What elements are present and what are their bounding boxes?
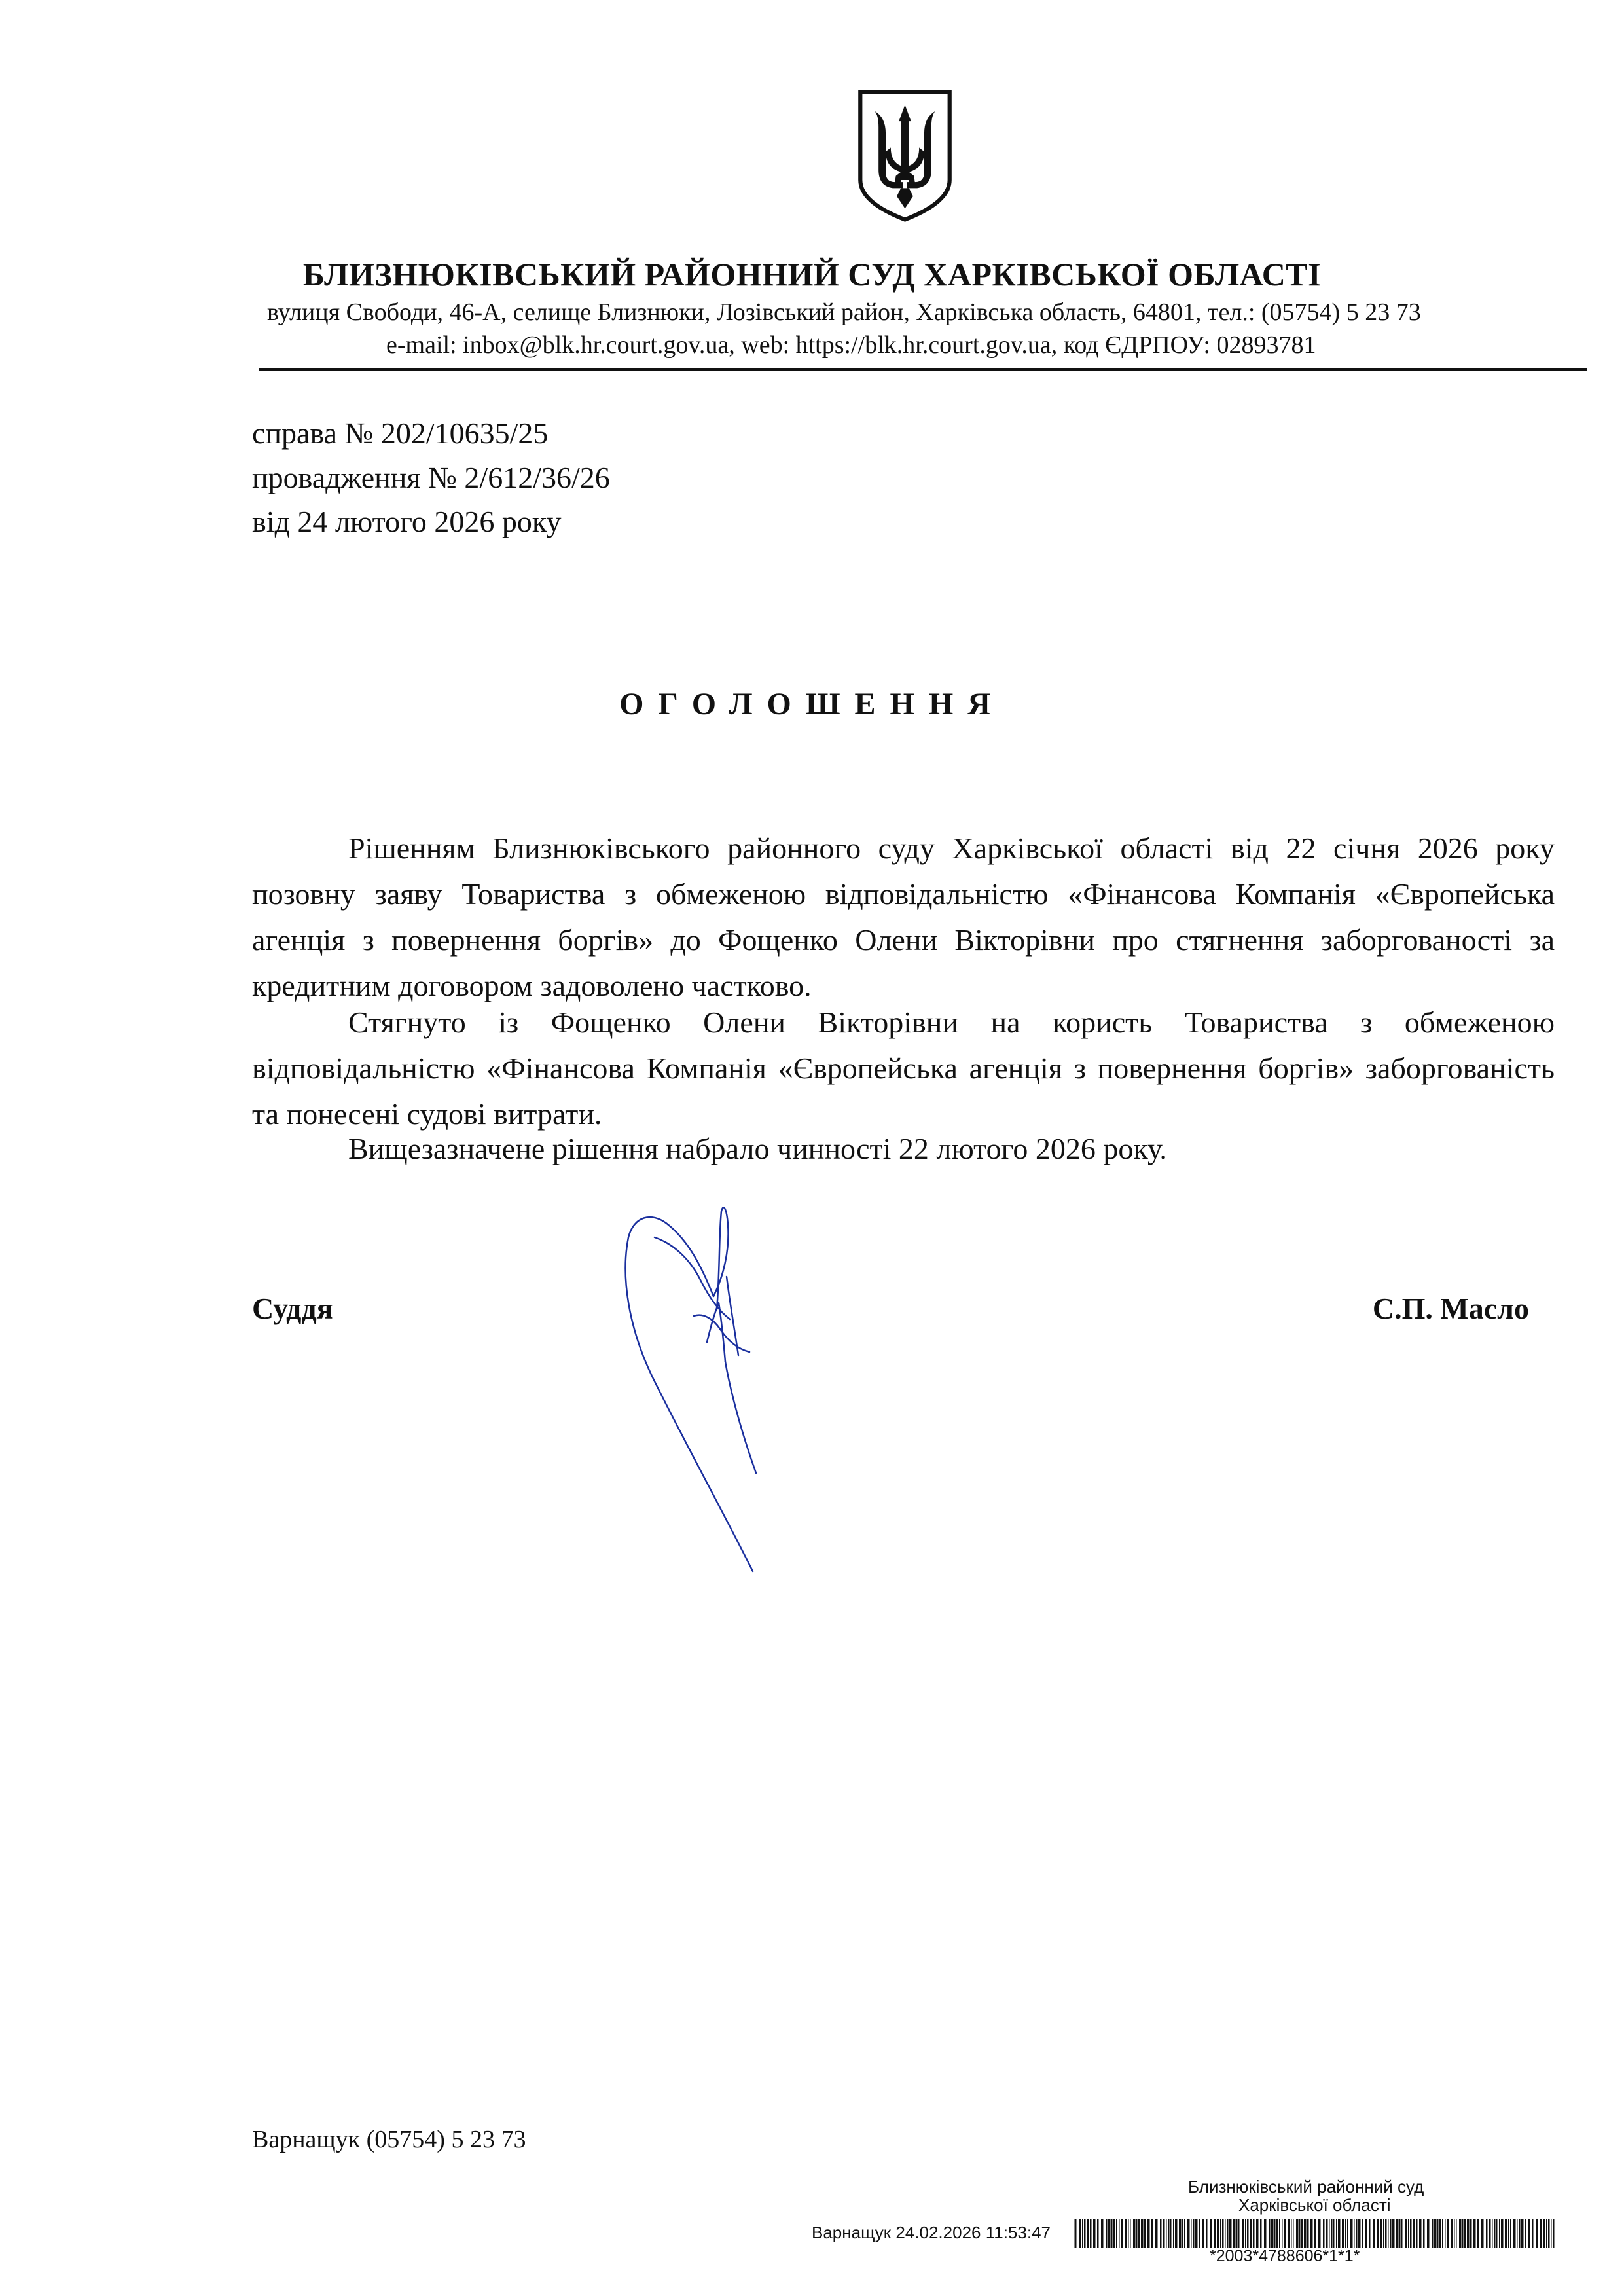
case-number: справа № 202/10635/25	[252, 416, 549, 450]
trident-coat-of-arms-icon	[854, 86, 956, 224]
proceeding-number: провадження № 2/612/36/26	[252, 461, 610, 494]
registration-stamp-region: Харківської області	[1238, 2195, 1391, 2215]
registration-stamp-court: Близнюківський районний суд	[1188, 2177, 1424, 2196]
barcode-number: *2003*4788606*1*1*	[1210, 2247, 1360, 2265]
document-date: від 24 лютого 2026 року	[252, 505, 562, 538]
judge-name: С.П. Масло	[1372, 1292, 1529, 1325]
letterhead-divider	[259, 368, 1587, 371]
body-paragraph: Стягнуто із Фощенко Олени Вікторівни на користь Товариства з обмеженою відповідальністю «Фінансова Компанія «Європейська агенція з повернення боргів» заборгованість та понесені судові витрати.	[252, 1006, 1555, 1131]
court-contacts: e-mail: inbox@blk.hr.court.gov.ua, web: https://blk.hr.court.gov.ua, код ЄДРПОУ: 02893781	[386, 331, 1316, 359]
executor-contact: Варнащук (05754) 5 23 73	[252, 2126, 526, 2153]
registration-stamp-datetime: Варнащук 24.02.2026 11:53:47	[812, 2223, 1051, 2242]
body-paragraph: Рішенням Близнюківського районного суду Харківської області від 22 січня 2026 року позовну заяву Товариства з обмеженою відповідальністю «Фінансова Компанія «Європейська агенція з повернення боргів» до Фощенко Олени Вікторівни про стягнення заборгованості за кредитним договором задоволено частково.	[252, 831, 1555, 1002]
court-name: БЛИЗНЮКІВСЬКИЙ РАЙОННИЙ СУД ХАРКІВСЬКОЇ ОБЛАСТІ	[302, 256, 1322, 293]
judge-label: Суддя	[252, 1292, 333, 1325]
court-address: вулиця Свободи, 46-А, селище Близнюки, Лозівський район, Харківська область, 64801, тел.: (05754) 5 23 73	[267, 299, 1421, 326]
barcode	[1074, 2219, 1558, 2248]
body-paragraph: Вищезазначене рішення набрало чинності 22 лютого 2026 року.	[348, 1132, 1167, 1165]
document-title: ОГОЛОШЕННЯ	[619, 687, 1005, 721]
handwritten-signature	[615, 1198, 812, 1578]
